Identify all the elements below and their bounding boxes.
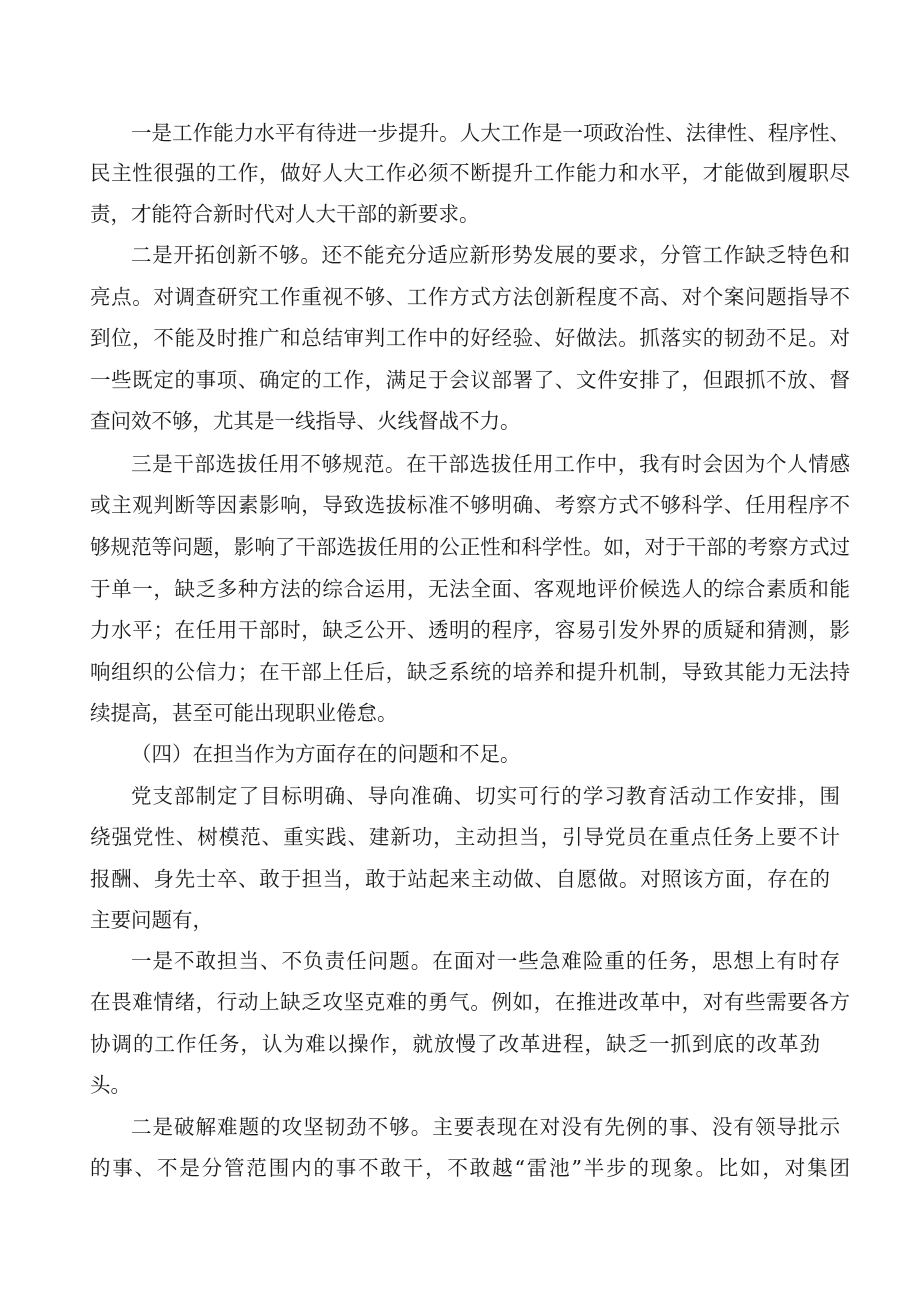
- text-line: 或主观判断等因素影响，导致选拔标准不够明确、考察方式不够科学、任用程序不: [90, 493, 850, 517]
- text-line: 主要问题有，: [90, 908, 213, 932]
- text-line: 查问效不够，尤其是一线指导、火线督战不力。: [90, 409, 521, 433]
- text-line: 够规范等问题，影响了干部选拔任用的公正性和科学性。如，对于干部的考察方式过: [90, 535, 850, 559]
- text-line: 响组织的公信力；在干部上任后，缺乏系统的培养和提升机制，导致其能力无法持: [90, 660, 850, 684]
- text-line: 续提高，甚至可能出现职业倦怠。: [90, 701, 398, 725]
- text-line: 党支部制定了目标明确、导向准确、切实可行的学习教育活动工作安排，围: [131, 784, 840, 808]
- text-line: 亮点。对调查研究工作重视不够、工作方式方法创新程度不高、对个案问题指导不: [90, 285, 850, 309]
- text-line: 责，才能符合新时代对人大干部的新要求。: [90, 202, 480, 226]
- text-line: 于单一，缺乏多种方法的综合运用，无法全面、客观地评价候选人的综合素质和能: [90, 577, 850, 601]
- section-heading: （四）在担当作为方面存在的问题和不足。: [131, 742, 521, 766]
- text-line: 在畏难情绪，行动上缺乏攻坚克难的勇气。例如，在推进改革中，对有些需要各方: [90, 990, 850, 1014]
- text-line: 协调的工作任务，认为难以操作，就放慢了改革进程，缺乏一抓到底的改革劲: [90, 1032, 820, 1056]
- text-line: 头。: [90, 1073, 131, 1097]
- text-line: 一是工作能力水平有待进一步提升。人大工作是一项政治性、法律性、程序性、: [131, 121, 850, 145]
- text-line: 三是干部选拔任用不够规范。在干部选拔任用工作中，我有时会因为个人情感: [131, 452, 850, 476]
- text-line: 力水平；在任用干部时，缺乏公开、透明的程序，容易引发外界的质疑和猜测，影: [90, 618, 850, 642]
- text-line: 一些既定的事项、确定的工作，满足于会议部署了、文件安排了，但跟抓不放、督: [90, 368, 850, 392]
- text-line: 民主性很强的工作，做好人大工作必须不断提升工作能力和水平，才能做到履职尽: [90, 161, 850, 185]
- text-line: 到位，不能及时推广和总结审判工作中的好经验、好做法。抓落实的韧劲不足。对: [90, 326, 850, 350]
- text-line: 报酬、身先士卒、敢于担当，敢于站起来主动做、自愿做。对照该方面，存在的: [90, 867, 830, 891]
- text-line: 绕强党性、树模范、重实践、建新功，主动担当，引导党员在重点任务上要不计: [90, 825, 840, 849]
- text-line: 一是不敢担当、不负责任问题。在面对一些急难险重的任务，思想上有时存: [131, 949, 840, 973]
- text-line: 二是破解难题的攻坚韧劲不够。主要表现在对没有先例的事、没有领导批示: [131, 1115, 840, 1139]
- text-line: 的事、不是分管范围内的事不敢干，不敢越“雷池”半步的现象。比如，对集团: [90, 1156, 850, 1180]
- text-line: 二是开拓创新不够。还不能充分适应新形势发展的要求，分管工作缺乏特色和: [131, 243, 850, 267]
